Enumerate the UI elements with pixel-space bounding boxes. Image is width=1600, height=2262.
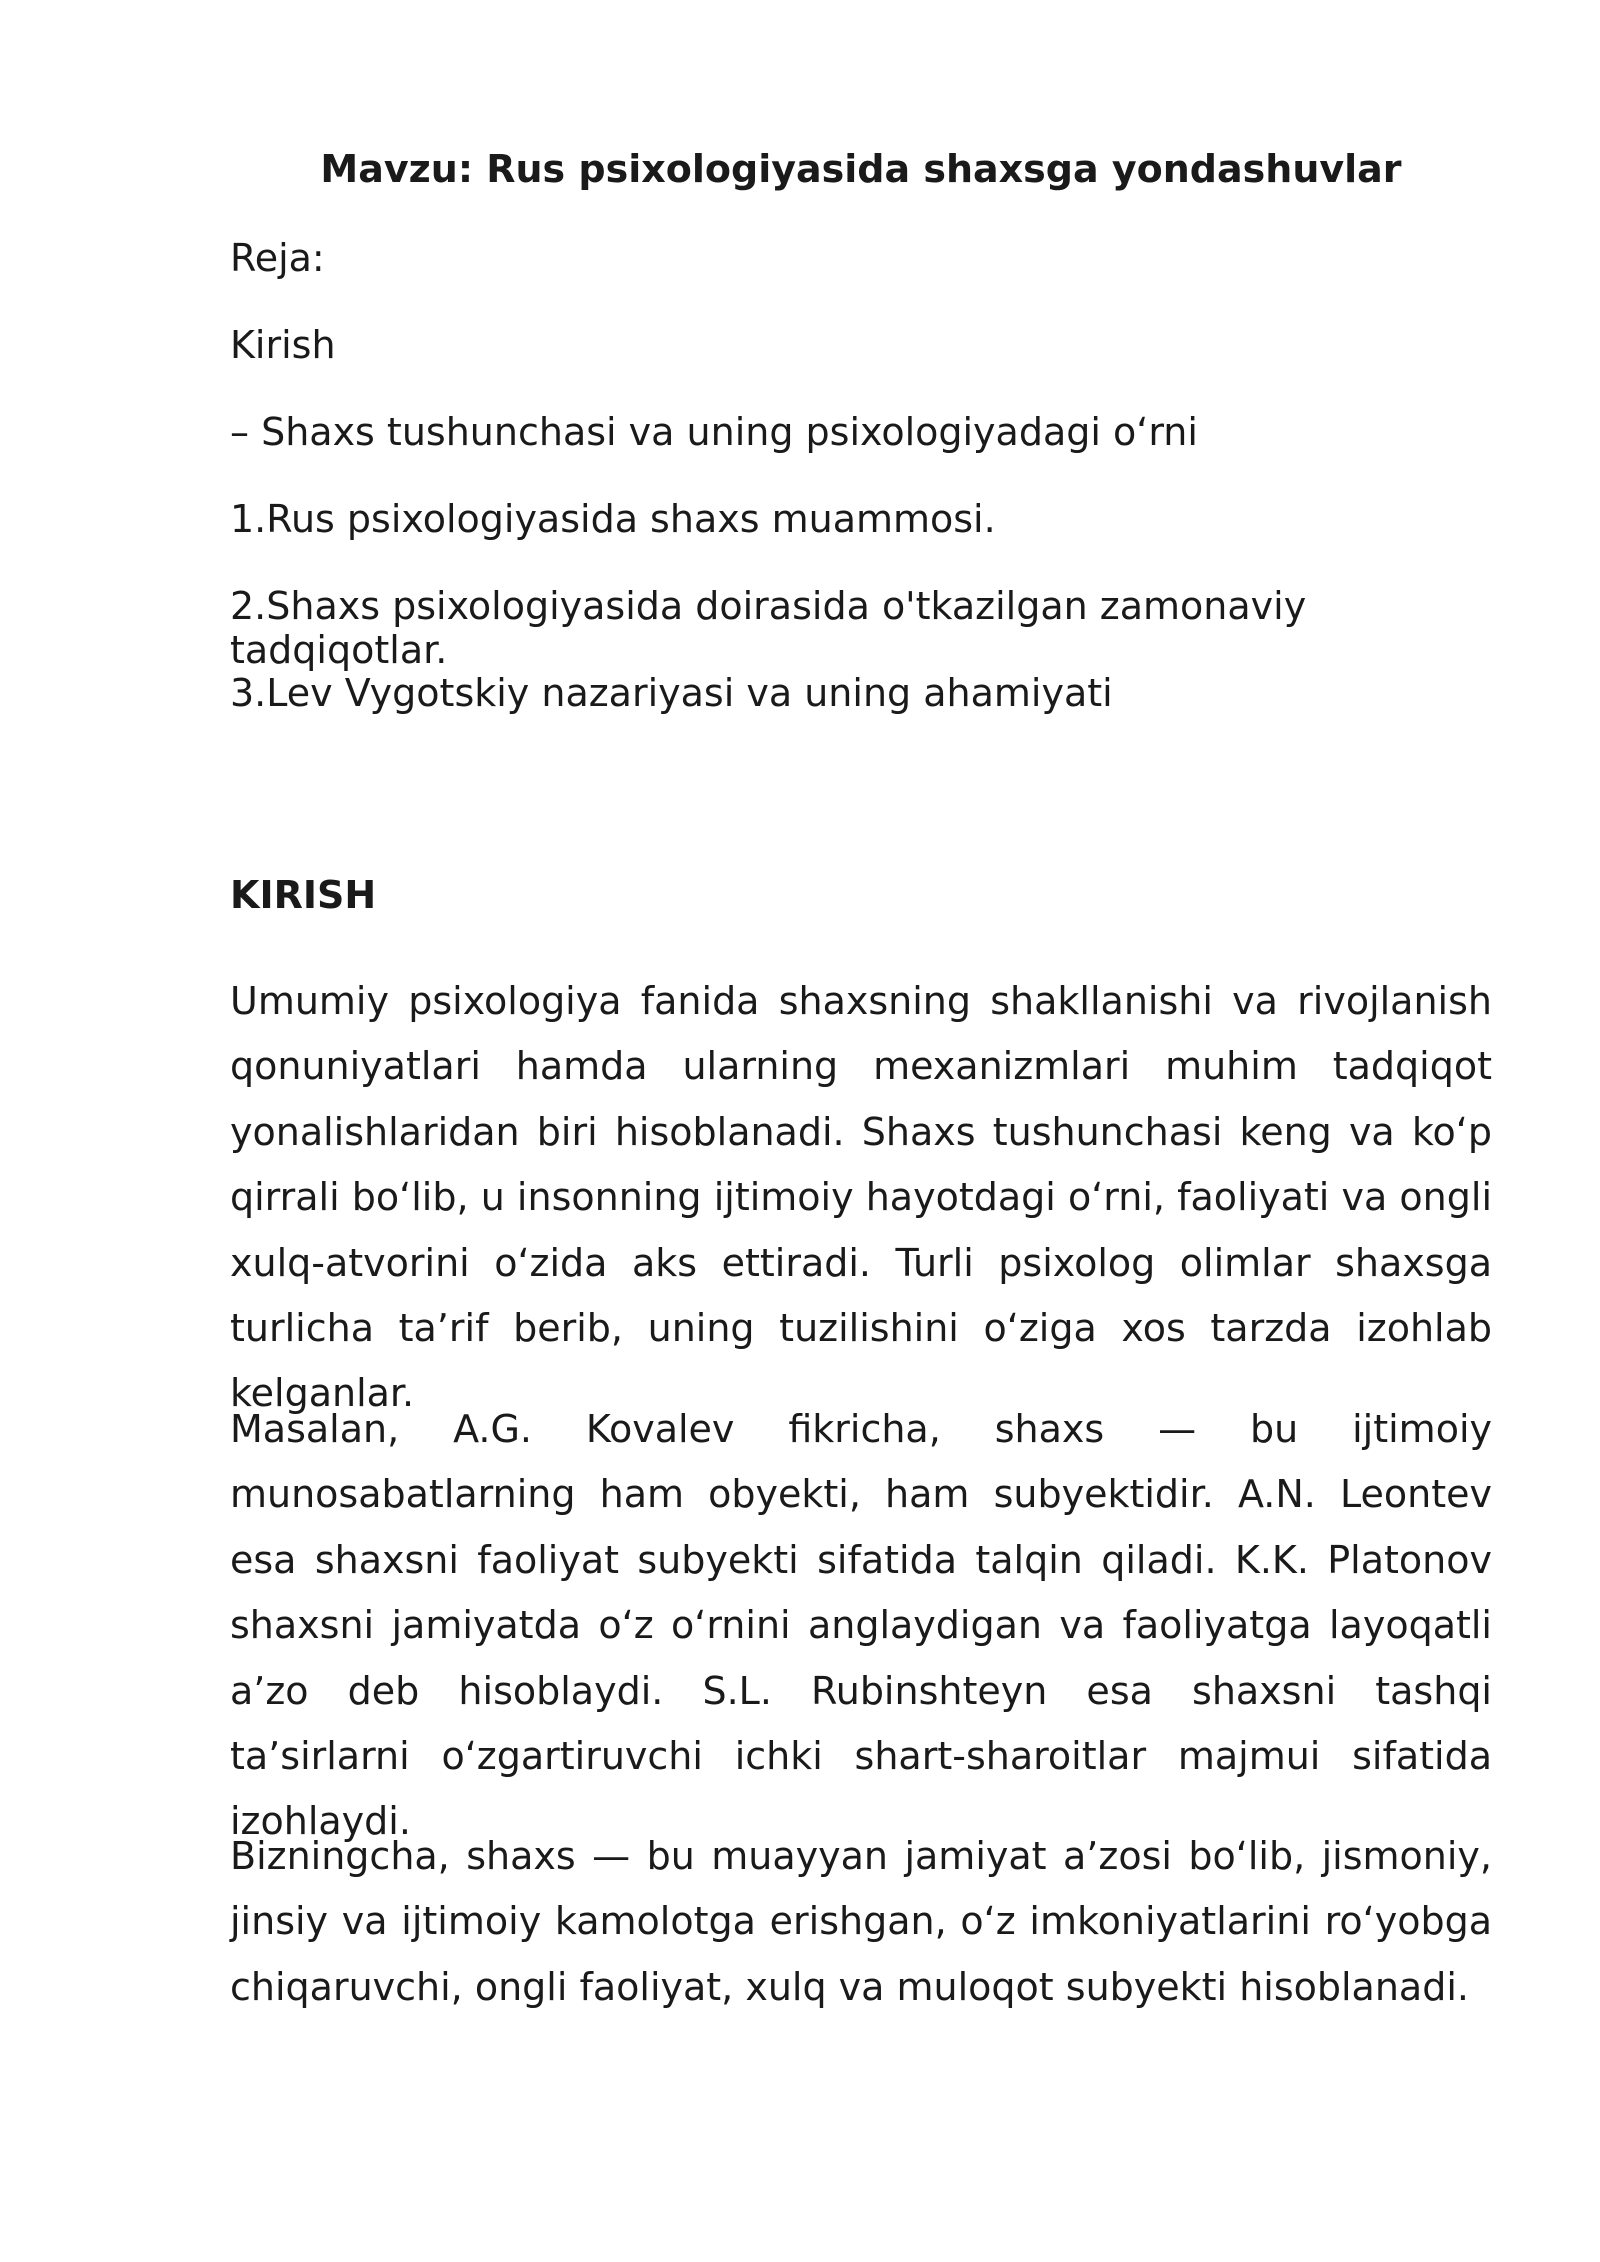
- plan-item-3: 3.Lev Vygotskiy nazariyasi va uning ahamiyati: [230, 671, 1113, 715]
- section-heading: KIRISH: [230, 873, 377, 917]
- document-title: Mavzu: Rus psixologiyasida shaxsga yondashuvlar: [320, 147, 1402, 191]
- plan-label: Reja:: [230, 236, 325, 280]
- plan-item-concept: – Shaxs tushunchasi va uning psixologiyadagi o‘rni: [230, 410, 1198, 454]
- plan-item-intro: Kirish: [230, 323, 336, 367]
- paragraph-2: Masalan, A.G. Kovalev fikricha, shaxs — bu ijtimoiy munosabatlarning ham obyekti, ham subyektidir. A.N. Leontev esa shaxsni faoliyat subyekti sifatida talqin qiladi. K.K. Platonov shaxsni jamiyatda o‘z o‘rnini anglaydigan va faoliyatga layoqatli a’zo deb hisoblaydi. S.L. Rubinshteyn esa shaxsni tashqi ta’sirlarni o‘zgartiruvchi ichki shart-sharoitlar majmui sifatida izohlaydi.: [230, 1407, 1492, 1844]
- paragraph-1: Umumiy psixologiya fanida shaxsning shakllanishi va rivojlanish qonuniyatlari hamda ularning mexanizmlari muhim tadqiqot yonalishlaridan biri hisoblanadi. Shaxs tushunchasi keng va ko‘p qirrali bo‘lib, u insonning ijtimoiy hayotdagi o‘rni, faoliyati va ongli xulq-atvorini o‘zida aks ettiradi. Turli psixolog olimlar shaxsga turlicha ta’rif berib, uning tuzilishini o‘ziga xos tarzda izohlab kelganlar.: [230, 979, 1492, 1416]
- paragraph-3: Bizningcha, shaxs — bu muayyan jamiyat a’zosi bo‘lib, jismoniy, jinsiy va ijtimoiy kamolotga erishgan, o‘z imkoniyatlarini ro‘yobga chiqaruvchi, ongli faoliyat, xulq va muloqot subyekti hisoblanadi.: [230, 1834, 1492, 2009]
- plan-item-1: 1.Rus psixologiyasida shaxs muammosi.: [230, 497, 996, 541]
- plan-item-2: 2.Shaxs psixologiyasida doirasida o'tkazilgan zamonaviy tadqiqotlar.: [230, 584, 1307, 672]
